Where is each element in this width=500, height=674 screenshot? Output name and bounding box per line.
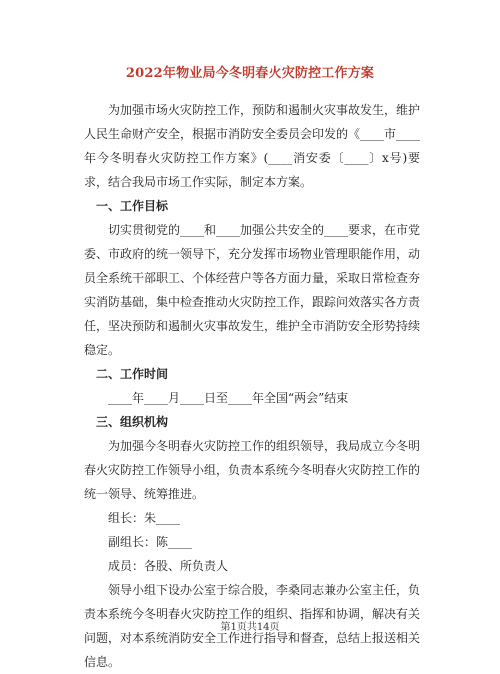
section-heading-time: 二、工作时间: [96, 367, 169, 381]
document-body: [84, 98, 420, 674]
members-line: 成员：各股、所负责人: [108, 559, 229, 573]
organization-paragraph: 为加强今冬明春火灾防控工作的组织领导，我局成立今冬明春火灾防控工作领导小组，负责本系统今冬明春火灾防控工作的统一领导、统筹推进。: [84, 439, 421, 501]
section-heading-goals: 一、工作目标: [96, 199, 169, 213]
goals-paragraph: 切实贯彻党的____和____加强公共安全的____要求，在市党委、市政府的统一领导下，充分发挥市场物业管理职能作用，动员全系统干部职工、个体经营户等各方面力量，采取日常检查夯实消防基础，集中检查推动火灾防控工作，跟踪问效落实各方责任，坚决预防和遏制火灾事故发生，维护全市消防安全形势持续稳定。: [84, 223, 421, 357]
time-paragraph: ____年____月____日至____年全国“两会”结束: [108, 391, 349, 405]
office-paragraph: 领导小组下设办公室于综合股，李桑同志兼办公室主任，负责本系统今冬明春火灾防控工作的组织、指挥和协调，解决有关问题，对本系统消防安全工作进行指导和督查，总结上报送相关信息。: [84, 583, 421, 669]
page-number-footer: 第1页共14页: [220, 622, 280, 633]
intro-paragraph: 为加强市场火灾防控工作，预防和遏制火灾事故发生，维护人民生命财产安全，根据市消防安全委员会印发的《____市____年今冬明春火灾防控工作方案》(____消安委〔____〕x号)要求，结合我局市场工作实际，制定本方案。: [84, 103, 421, 189]
document-title: 2022年物业局今冬明春火灾防控工作方案: [125, 66, 375, 81]
deputy-leader-line: 副组长：陈____: [108, 535, 193, 549]
section-heading-organization: 三、组织机构: [96, 415, 169, 429]
leader-line: 组长：朱____: [108, 511, 181, 525]
